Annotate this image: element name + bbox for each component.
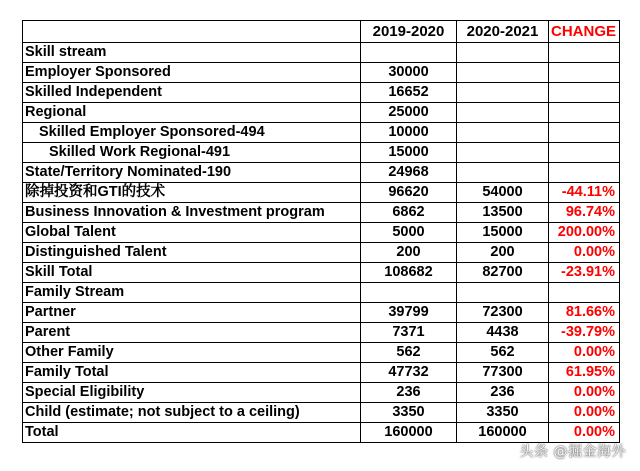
value-2019-2020: 6862 — [361, 203, 457, 223]
value-2020-2021 — [457, 143, 549, 163]
value-change — [549, 143, 620, 163]
value-2019-2020: 25000 — [361, 103, 457, 123]
row-label: State/Territory Nominated-190 — [23, 163, 361, 183]
table-row — [23, 163, 620, 183]
header-change: CHANGE — [549, 21, 620, 43]
row-label: Partner — [23, 303, 361, 323]
table-row — [23, 43, 620, 63]
table-row — [23, 103, 620, 123]
value-2020-2021: 3350 — [457, 403, 549, 423]
value-2020-2021: 77300 — [457, 363, 549, 383]
migration-program-table — [22, 20, 620, 443]
table-row — [23, 383, 620, 403]
table-row — [23, 283, 620, 303]
value-2019-2020: 39799 — [361, 303, 457, 323]
table-row — [23, 63, 620, 83]
value-2019-2020: 108682 — [361, 263, 457, 283]
value-2019-2020: 200 — [361, 243, 457, 263]
value-change: 61.95% — [549, 363, 620, 383]
value-2019-2020: 16652 — [361, 83, 457, 103]
row-label: Regional — [23, 103, 361, 123]
value-change: -23.91% — [549, 263, 620, 283]
table-row — [23, 143, 620, 163]
header-label-cell — [23, 21, 361, 43]
value-change — [549, 163, 620, 183]
row-label: Special Eligibility — [23, 383, 361, 403]
value-change — [549, 103, 620, 123]
row-label: Skilled Employer Sponsored-494 — [23, 123, 361, 143]
row-label: Distinguished Talent — [23, 243, 361, 263]
value-change — [549, 63, 620, 83]
value-2020-2021: 562 — [457, 343, 549, 363]
table-row — [23, 343, 620, 363]
value-2020-2021 — [457, 103, 549, 123]
value-2020-2021: 72300 — [457, 303, 549, 323]
header-row — [23, 21, 620, 43]
value-2020-2021: 236 — [457, 383, 549, 403]
value-2020-2021 — [457, 123, 549, 143]
table-row — [23, 303, 620, 323]
value-change: 0.00% — [549, 243, 620, 263]
row-label: 除掉投资和GTI的技术 — [23, 183, 361, 203]
value-2020-2021: 82700 — [457, 263, 549, 283]
table-row — [23, 323, 620, 343]
value-2020-2021 — [457, 163, 549, 183]
value-change: 96.74% — [549, 203, 620, 223]
value-2020-2021 — [457, 83, 549, 103]
value-2020-2021 — [457, 63, 549, 83]
value-2020-2021: 4438 — [457, 323, 549, 343]
value-2020-2021 — [457, 43, 549, 63]
value-change — [549, 43, 620, 63]
header-2020-2021: 2020-2021 — [457, 21, 549, 43]
value-2019-2020 — [361, 283, 457, 303]
value-change — [549, 123, 620, 143]
table-row — [23, 183, 620, 203]
value-change — [549, 83, 620, 103]
header-2019-2020: 2019-2020 — [361, 21, 457, 43]
table-row — [23, 423, 620, 443]
value-change: -39.79% — [549, 323, 620, 343]
value-2019-2020: 30000 — [361, 63, 457, 83]
value-2020-2021: 160000 — [457, 423, 549, 443]
row-label: Other Family — [23, 343, 361, 363]
row-label: Family Total — [23, 363, 361, 383]
row-label: Skill Total — [23, 263, 361, 283]
value-change: 81.66% — [549, 303, 620, 323]
row-label: Parent — [23, 323, 361, 343]
row-label: Business Innovation & Investment program — [23, 203, 361, 223]
value-change: -44.11% — [549, 183, 620, 203]
table-row — [23, 123, 620, 143]
row-label: Total — [23, 423, 361, 443]
value-2019-2020: 10000 — [361, 123, 457, 143]
row-label: Family Stream — [23, 283, 361, 303]
table-row — [23, 83, 620, 103]
value-2020-2021: 13500 — [457, 203, 549, 223]
value-2019-2020 — [361, 43, 457, 63]
watermark-text: 头条 @掘金海外 — [519, 444, 626, 460]
value-2019-2020: 562 — [361, 343, 457, 363]
value-2019-2020: 5000 — [361, 223, 457, 243]
value-2019-2020: 7371 — [361, 323, 457, 343]
row-label: Child (estimate; not subject to a ceiling) — [23, 403, 361, 423]
value-change: 0.00% — [549, 383, 620, 403]
value-2019-2020: 47732 — [361, 363, 457, 383]
value-2019-2020: 15000 — [361, 143, 457, 163]
row-label: Employer Sponsored — [23, 63, 361, 83]
row-label: Global Talent — [23, 223, 361, 243]
value-2019-2020: 236 — [361, 383, 457, 403]
table-row — [23, 223, 620, 243]
value-2020-2021: 15000 — [457, 223, 549, 243]
value-2020-2021: 54000 — [457, 183, 549, 203]
value-change: 0.00% — [549, 423, 620, 443]
table-row — [23, 263, 620, 283]
value-change — [549, 283, 620, 303]
table-row — [23, 203, 620, 223]
value-2019-2020: 3350 — [361, 403, 457, 423]
value-2019-2020: 24968 — [361, 163, 457, 183]
value-2019-2020: 160000 — [361, 423, 457, 443]
value-change: 0.00% — [549, 403, 620, 423]
spreadsheet — [22, 20, 619, 443]
table-row — [23, 363, 620, 383]
value-change: 200.00% — [549, 223, 620, 243]
value-2020-2021 — [457, 283, 549, 303]
row-label: Skilled Work Regional-491 — [23, 143, 361, 163]
value-2020-2021: 200 — [457, 243, 549, 263]
row-label: Skilled Independent — [23, 83, 361, 103]
table-row — [23, 403, 620, 423]
table-row — [23, 243, 620, 263]
value-2019-2020: 96620 — [361, 183, 457, 203]
value-change: 0.00% — [549, 343, 620, 363]
row-label: Skill stream — [23, 43, 361, 63]
